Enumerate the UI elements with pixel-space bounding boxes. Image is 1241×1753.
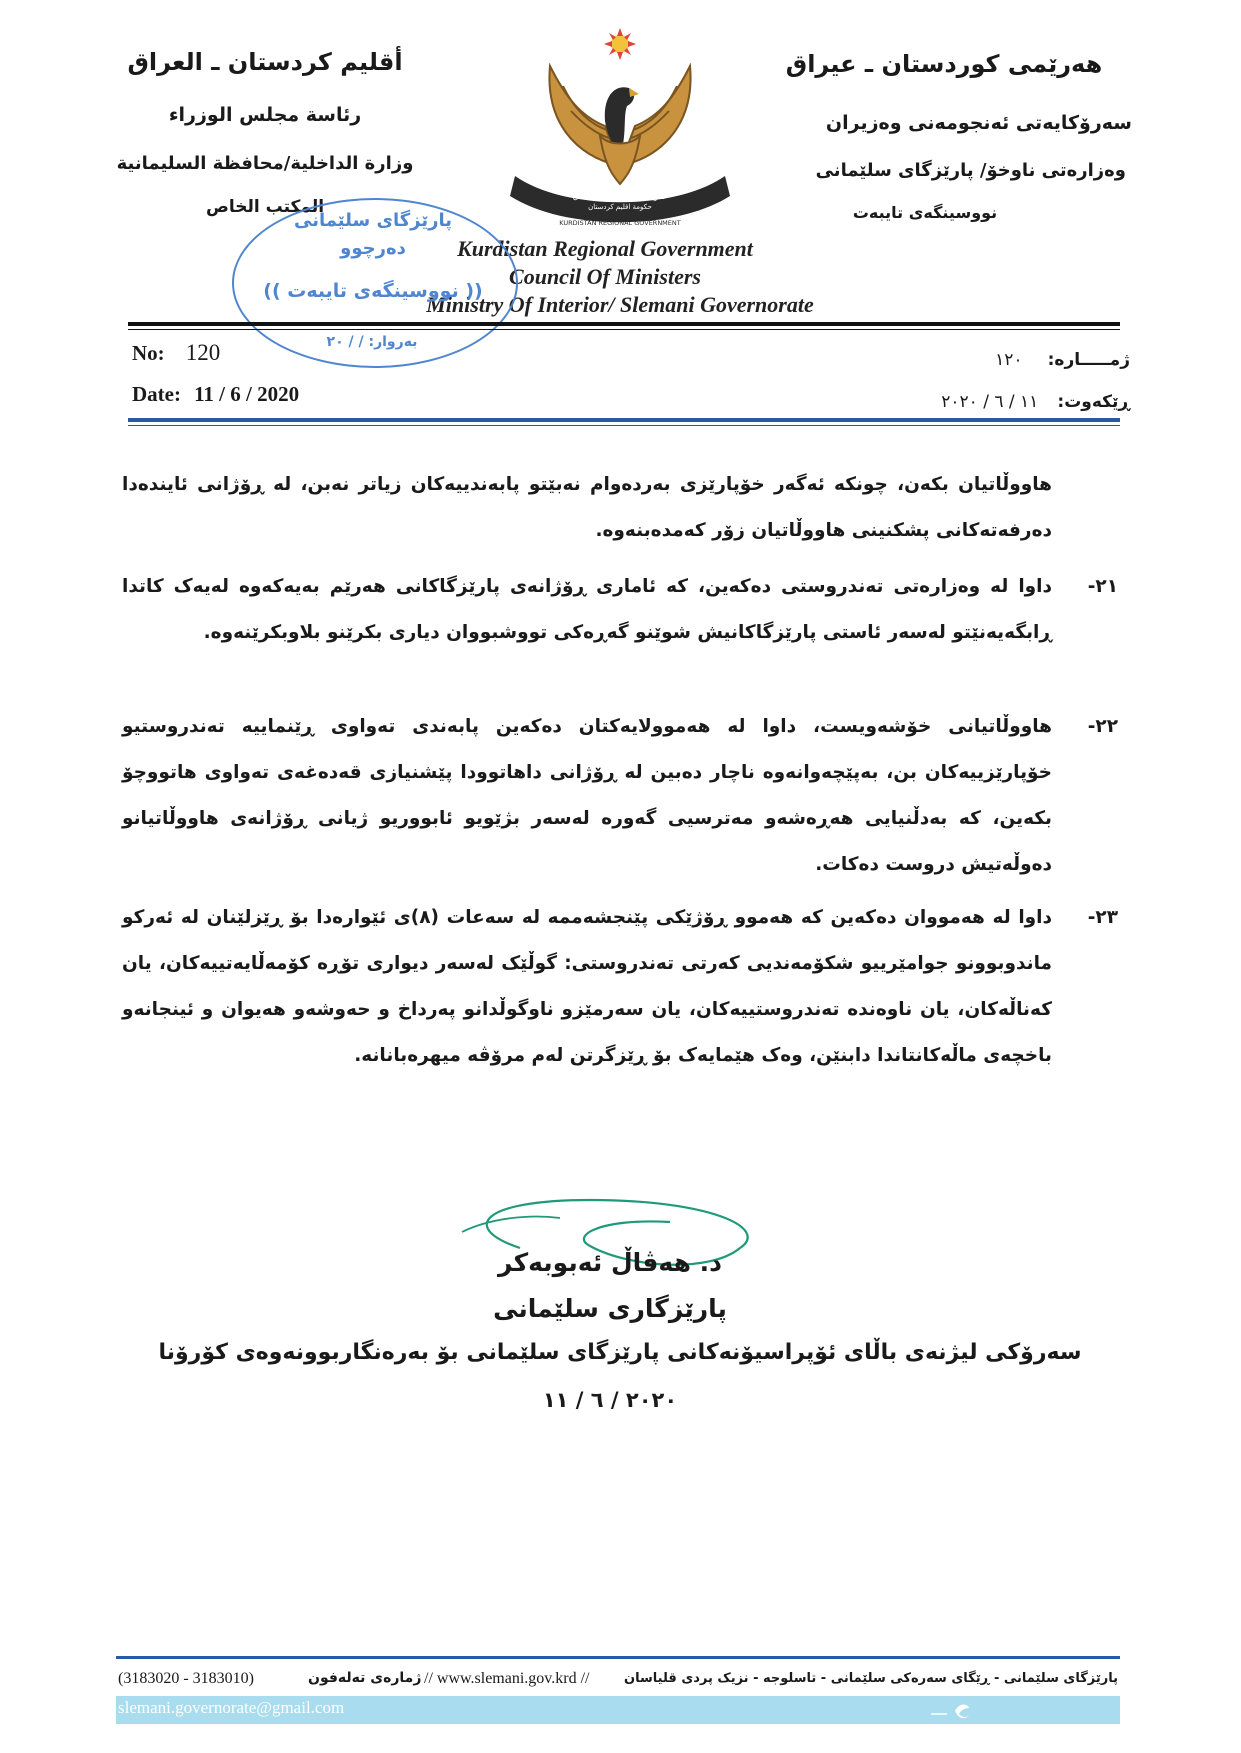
stamp-line-2: دەرچوو xyxy=(340,238,406,259)
footer-contact-row xyxy=(118,1670,1118,1692)
kurdish-date-value: ١١ / ٦ / ٢٠٢٠ xyxy=(941,392,1039,412)
intro-paragraph: هاووڵاتیان بکەن، چونکە ئەگەر خۆپارێزی بەردەوام نەبێتو پابەندییەکان زیاتر نەبن، لە ڕۆژانی ئایندەدا دەرفەتەکانی پشکنینی هاووڵاتیان زۆر کەمدەبنەوە. xyxy=(122,474,1052,541)
footer-address: پارێزگای سلێمانی - ڕێگای سەرەکی سلێمانی - تاسلوجە - نزیک پردی قلیاسان xyxy=(624,1671,1118,1686)
emblem-ribbon-line2: حكومة اقليم كردستان xyxy=(588,203,652,211)
english-line-1: Kurdistan Regional Government xyxy=(457,236,753,261)
item-number-22: ٢٢- xyxy=(1087,716,1118,737)
emblem-ribbon-line3: KURDISTAN REGIONAL GOVERNMENT xyxy=(559,219,681,227)
header-rule-thin xyxy=(128,329,1120,330)
kurdish-region: هەرێمی کوردستان ـ عیراق xyxy=(785,50,1103,78)
footer-website: // www.slemani.gov.krd // xyxy=(424,1670,590,1687)
footer-rule xyxy=(116,1656,1120,1659)
arabic-region: أقليم كردستان ـ العراق xyxy=(127,48,403,76)
kurdish-office: نووسینگەی تایبەت xyxy=(852,203,998,222)
document-number xyxy=(132,340,352,370)
document-number-label: No: xyxy=(132,341,165,365)
footer-ornament-icon xyxy=(925,1700,975,1722)
item-text-23: داوا لە هەمووان دەکەین کە هەموو ڕۆژێکی پێنجشەممە لە سەعات (٨)ی ئێوارەدا بۆ ڕێزلێنان لە ئەرکو ماندوبوونو جوامێرییو شکۆمەندیی کەرتی تەندروستی: گوڵێک لەسەر دیواری تۆڕە کۆمەڵایەتییەکان، یان کەناڵەکان، یان ناوەندە تەندروستییەکان، یان سەرمێزو ناوگوڵدانو پەرداخ و حەوشەو هەیوان و ئینجانەو باخچەی ماڵەکانتاندا دابنێن، وەک هێمایەک بۆ ڕێزگرتن لەم مرۆڤە میهرەبانانە. xyxy=(122,907,1052,1066)
item-number-21: ٢١- xyxy=(1087,576,1118,597)
signatory-role: سەرۆکی لیژنەی باڵای ئۆپراسیۆنەکانی پارێزگای سلێمانی بۆ بەرەنگاربوونەوەی کۆرۆنا xyxy=(158,1340,1082,1365)
document-date xyxy=(132,382,392,412)
meta-rule-blue xyxy=(128,418,1120,422)
document-date-value: 11 / 6 / 2020 xyxy=(194,382,300,406)
arabic-ministry: وزارة الداخلية/محافظة السليمانية xyxy=(116,153,414,174)
footer-email: slemani.governorate@gmail.com xyxy=(118,1698,345,1717)
stamp-line-4: بەروار: / / ٢٠ xyxy=(326,334,418,350)
arabic-presidency: رئاسة مجلس الوزراء xyxy=(168,104,362,126)
kurdish-ministry: وەزارەتی ناوخۆ/ پارێزگای سلێمانی xyxy=(815,160,1126,181)
item-text-21: داوا لە وەزارەتی تەندروستی دەکەین، کە ئاماری ڕۆژانەی پارێزگاکانی هەرێم بەیەکەوە لەیەک کاتدا ڕابگەیەنێتو لەسەر ئاستی پارێزگاکانیش شوێنو گەڕەکی تووشبووان دیاری بکرێنو بلاوبکرێنەوە. xyxy=(122,576,1052,643)
english-line-2: Council Of Ministers xyxy=(509,264,701,289)
signatory-name: د. هەڤاڵ ئەبوبەکر xyxy=(498,1248,722,1277)
signature-date: ٢٠٢٠ / ٦ / ١١ xyxy=(542,1388,678,1412)
arabic-office: المكتب الخاص xyxy=(205,197,325,217)
header-rule-top xyxy=(128,322,1120,326)
stamp-line-1: پارێزگای سلێمانی xyxy=(293,210,453,231)
signatory-title: پارێزگاری سلێمانی xyxy=(493,1294,727,1323)
krg-emblem-icon xyxy=(505,26,735,236)
kurdish-number-label: ژمـــــارە: xyxy=(1047,350,1130,370)
document-number-value: 120 xyxy=(185,340,221,365)
stamp-line-3: (( نووسینگەی تایبەت )) xyxy=(263,280,483,302)
footer-phones: (3183020 - 3183010) xyxy=(118,1670,254,1687)
item-text-22: هاووڵاتیانی خۆشەویست، داوا لە هەموولایەکتان دەکەین پابەندی تەواوی ڕێنماییە تەندروستیو خۆپارێزییەکان بن، بەپێچەوانەوە ناچار دەبین لە ڕۆژانی داهاتوودا پێشنیازی قەدەغەی تەواوی هاتووچۆ بکەین، کە بەدڵنیایی هەڕەشەو مەترسیی گەورە لەسەر بژێویو ئابووریو ژیانی ڕۆژانەی هاووڵاتیانو دەوڵەتیش دروست دەکات. xyxy=(122,716,1052,875)
meta-rule-blue-thin xyxy=(128,425,1120,426)
document-date-label: Date: xyxy=(132,382,181,406)
footer-phones-label: ژمارەی تەلەفون xyxy=(308,1670,422,1686)
kurdish-presidency: سەرۆکایەتی ئەنجومەنی وەزیران xyxy=(825,112,1132,134)
item-number-23: ٢٣- xyxy=(1087,907,1118,928)
kurdish-number-value: ١٢٠ xyxy=(995,350,1023,370)
english-line-3: Ministry Of Interior/ Slemani Governorate xyxy=(426,292,814,317)
kurdish-date-label: ڕێکەوت: xyxy=(1057,392,1130,412)
emblem-ribbon-line1: حکومەتی هەرێمی کوردستان xyxy=(572,192,668,201)
kurdish-number xyxy=(900,350,1130,380)
